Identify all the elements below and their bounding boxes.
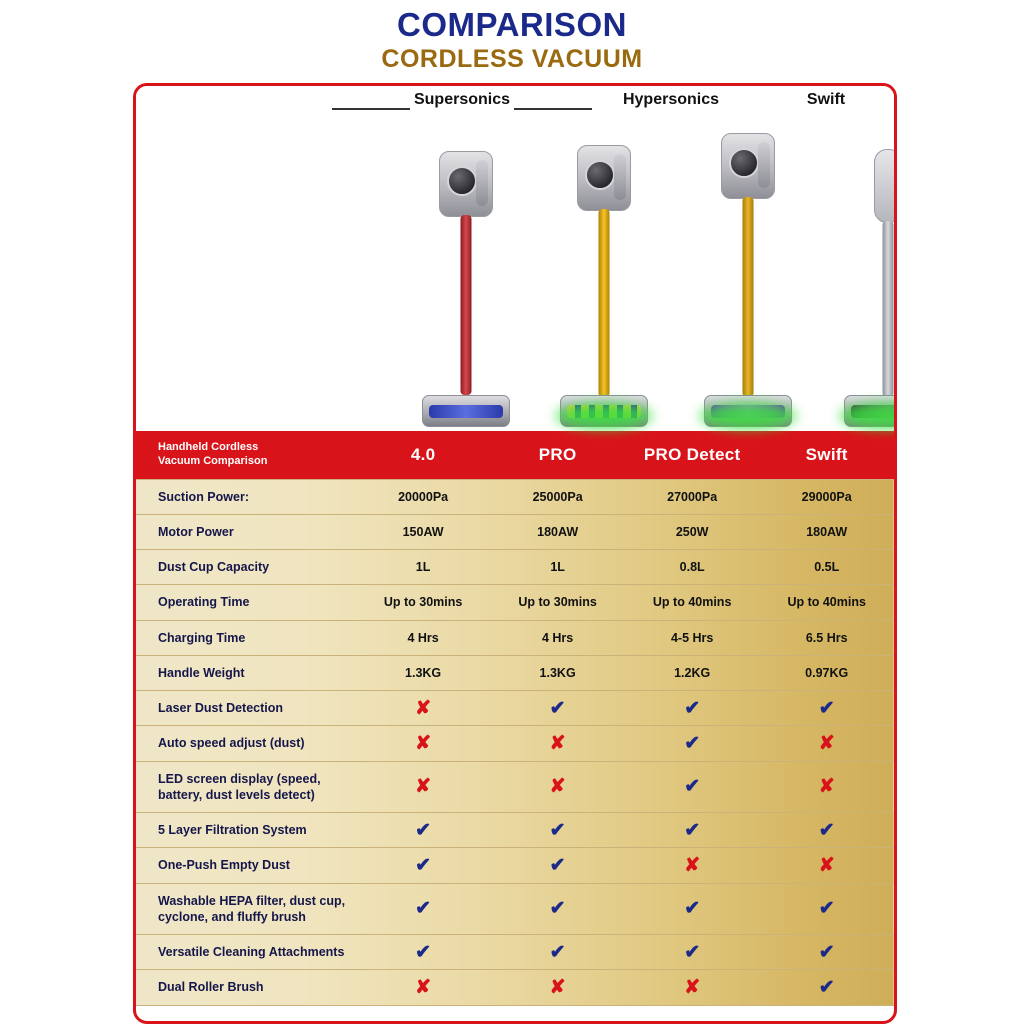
vacuum-dial — [729, 148, 759, 178]
row-value — [625, 935, 760, 970]
table-row — [136, 813, 894, 848]
table-header-label: Handheld Cordless Vacuum Comparison — [136, 431, 356, 479]
row-value — [490, 691, 625, 726]
table-header-col-3: PRO Detect — [625, 431, 760, 479]
vacuum-motor-body — [439, 151, 493, 217]
row-value — [356, 848, 491, 883]
check-icon: ✔ — [684, 898, 701, 920]
check-icon: ✔ — [684, 819, 701, 841]
table-row — [136, 585, 894, 620]
row-label: One-Push Empty Dust — [136, 848, 356, 883]
row-value: Up to 30mins — [356, 585, 491, 620]
comparison-table — [136, 431, 894, 1006]
check-icon: ✔ — [684, 941, 701, 963]
row-value: 27000Pa — [625, 479, 760, 514]
row-value — [625, 970, 760, 1005]
row-value: 20000Pa — [356, 479, 491, 514]
comparison-table-body — [136, 431, 894, 1005]
row-value — [356, 691, 491, 726]
row-value — [759, 761, 894, 813]
row-value: 1.3KG — [490, 655, 625, 690]
row-value — [625, 761, 760, 813]
check-icon: ✔ — [684, 732, 701, 754]
check-icon: ✔ — [818, 819, 835, 841]
row-value: 4 Hrs — [356, 620, 491, 655]
cross-icon: ✘ — [415, 732, 432, 754]
vacuum-grip — [758, 142, 770, 188]
table-header-row — [136, 431, 894, 479]
check-icon: ✔ — [818, 976, 835, 998]
cross-icon: ✘ — [818, 854, 835, 876]
table-row — [136, 970, 894, 1005]
row-value — [759, 883, 894, 935]
row-value: 1L — [356, 550, 491, 585]
row-value — [625, 848, 760, 883]
vacuum-grip — [614, 154, 626, 200]
row-value — [356, 726, 491, 761]
row-label: Dust Cup Capacity — [136, 550, 356, 585]
row-label: Operating Time — [136, 585, 356, 620]
row-value: Up to 40mins — [625, 585, 760, 620]
table-row — [136, 514, 894, 549]
page-subtitle: CORDLESS VACUUM — [381, 44, 643, 73]
row-value: 1.3KG — [356, 655, 491, 690]
table-row — [136, 883, 894, 935]
vacuum-shaft — [599, 209, 610, 397]
row-label: LED screen display (speed, battery, dust levels detect) — [136, 761, 356, 813]
vacuum-grip — [476, 160, 488, 206]
check-icon: ✔ — [415, 898, 432, 920]
cross-icon: ✘ — [549, 976, 566, 998]
cross-icon: ✘ — [818, 732, 835, 754]
product-name-hypersonics: Hypersonics — [622, 91, 720, 108]
row-label: Motor Power — [136, 514, 356, 549]
row-label: Washable HEPA filter, dust cup, cyclone, and fluffy brush — [136, 883, 356, 935]
row-label: Auto speed adjust (dust) — [136, 726, 356, 761]
check-icon: ✔ — [818, 697, 835, 719]
table-header-col-4: Swift — [759, 431, 894, 479]
row-value: Up to 40mins — [759, 585, 894, 620]
row-value — [625, 883, 760, 935]
table-row — [136, 655, 894, 690]
vacuum-green-laser-glow — [700, 403, 796, 429]
vacuum-floor-head — [422, 395, 510, 427]
row-value: 4 Hrs — [490, 620, 625, 655]
row-value — [490, 935, 625, 970]
vacuum-shaft — [461, 215, 472, 395]
row-value — [356, 883, 491, 935]
check-icon: ✔ — [818, 941, 835, 963]
rule-right — [514, 108, 592, 110]
table-row — [136, 848, 894, 883]
check-icon: ✔ — [415, 854, 432, 876]
row-value — [759, 935, 894, 970]
row-value — [759, 726, 894, 761]
row-value: 1.2KG — [625, 655, 760, 690]
row-value — [490, 761, 625, 813]
product-name-row — [136, 86, 894, 120]
row-label: Handle Weight — [136, 655, 356, 690]
cross-icon: ✘ — [684, 854, 701, 876]
vacuum-green-laser-glow — [556, 403, 652, 429]
row-value — [356, 935, 491, 970]
vacuum-shaft — [743, 197, 754, 397]
vacuum-motor-body — [577, 145, 631, 211]
check-icon: ✔ — [415, 819, 432, 841]
row-value — [356, 813, 491, 848]
row-value: 0.97KG — [759, 655, 894, 690]
row-value — [490, 883, 625, 935]
product-showcase — [136, 86, 894, 431]
table-row — [136, 479, 894, 514]
cross-icon: ✘ — [415, 776, 432, 798]
vacuum-dial — [585, 160, 615, 190]
cross-icon: ✘ — [549, 732, 566, 754]
table-row — [136, 691, 894, 726]
table-row — [136, 726, 894, 761]
row-label: Versatile Cleaning Attachments — [136, 935, 356, 970]
vacuum-roller — [429, 405, 503, 418]
row-value — [490, 970, 625, 1005]
row-value: Up to 30mins — [490, 585, 625, 620]
check-icon: ✔ — [549, 819, 566, 841]
cross-icon: ✘ — [684, 976, 701, 998]
row-value: 4-5 Hrs — [625, 620, 760, 655]
row-value — [490, 848, 625, 883]
check-icon: ✔ — [549, 697, 566, 719]
row-label: 5 Layer Filtration System — [136, 813, 356, 848]
check-icon: ✔ — [549, 941, 566, 963]
row-value — [490, 726, 625, 761]
row-value — [625, 691, 760, 726]
row-value — [759, 813, 894, 848]
vacuum-shaft — [883, 221, 894, 397]
cross-icon: ✘ — [415, 697, 432, 719]
check-icon: ✔ — [415, 941, 432, 963]
page-title: COMPARISON — [397, 6, 627, 43]
check-icon: ✔ — [549, 854, 566, 876]
row-value — [490, 813, 625, 848]
table-header-col-1: 4.0 — [356, 431, 491, 479]
row-value: 0.8L — [625, 550, 760, 585]
cross-icon: ✘ — [549, 776, 566, 798]
table-row — [136, 550, 894, 585]
row-value — [759, 970, 894, 1005]
check-icon: ✔ — [684, 697, 701, 719]
comparison-card — [133, 83, 897, 1024]
row-value: 150AW — [356, 514, 491, 549]
vacuum-dial — [447, 166, 477, 196]
row-label: Charging Time — [136, 620, 356, 655]
row-value — [356, 761, 491, 813]
title-block — [0, 0, 1024, 73]
row-value: 29000Pa — [759, 479, 894, 514]
cross-icon: ✘ — [415, 976, 432, 998]
row-value — [356, 970, 491, 1005]
row-value: 6.5 Hrs — [759, 620, 894, 655]
product-name-supersonics: Supersonics — [413, 91, 511, 108]
row-value: 0.5L — [759, 550, 894, 585]
row-label: Laser Dust Detection — [136, 691, 356, 726]
row-value — [759, 848, 894, 883]
row-value — [625, 726, 760, 761]
check-icon: ✔ — [818, 898, 835, 920]
vacuum-image-swift — [828, 127, 897, 427]
check-icon: ✔ — [684, 776, 701, 798]
vacuum-image-pro — [544, 127, 664, 427]
vacuum-motor-body — [721, 133, 775, 199]
table-row — [136, 761, 894, 813]
row-value: 250W — [625, 514, 760, 549]
table-row — [136, 620, 894, 655]
row-value: 1L — [490, 550, 625, 585]
row-value — [759, 691, 894, 726]
table-row — [136, 935, 894, 970]
row-value — [625, 813, 760, 848]
vacuum-image-4-0 — [406, 127, 526, 427]
row-label: Suction Power: — [136, 479, 356, 514]
check-icon: ✔ — [549, 898, 566, 920]
table-header-col-2: PRO — [490, 431, 625, 479]
row-label: Dual Roller Brush — [136, 970, 356, 1005]
product-name-swift: Swift — [806, 91, 846, 108]
cross-icon: ✘ — [818, 776, 835, 798]
row-value: 180AW — [490, 514, 625, 549]
row-value: 25000Pa — [490, 479, 625, 514]
row-value: 180AW — [759, 514, 894, 549]
vacuum-motor-body — [874, 149, 897, 223]
vacuum-image-pro-detect — [688, 127, 808, 427]
